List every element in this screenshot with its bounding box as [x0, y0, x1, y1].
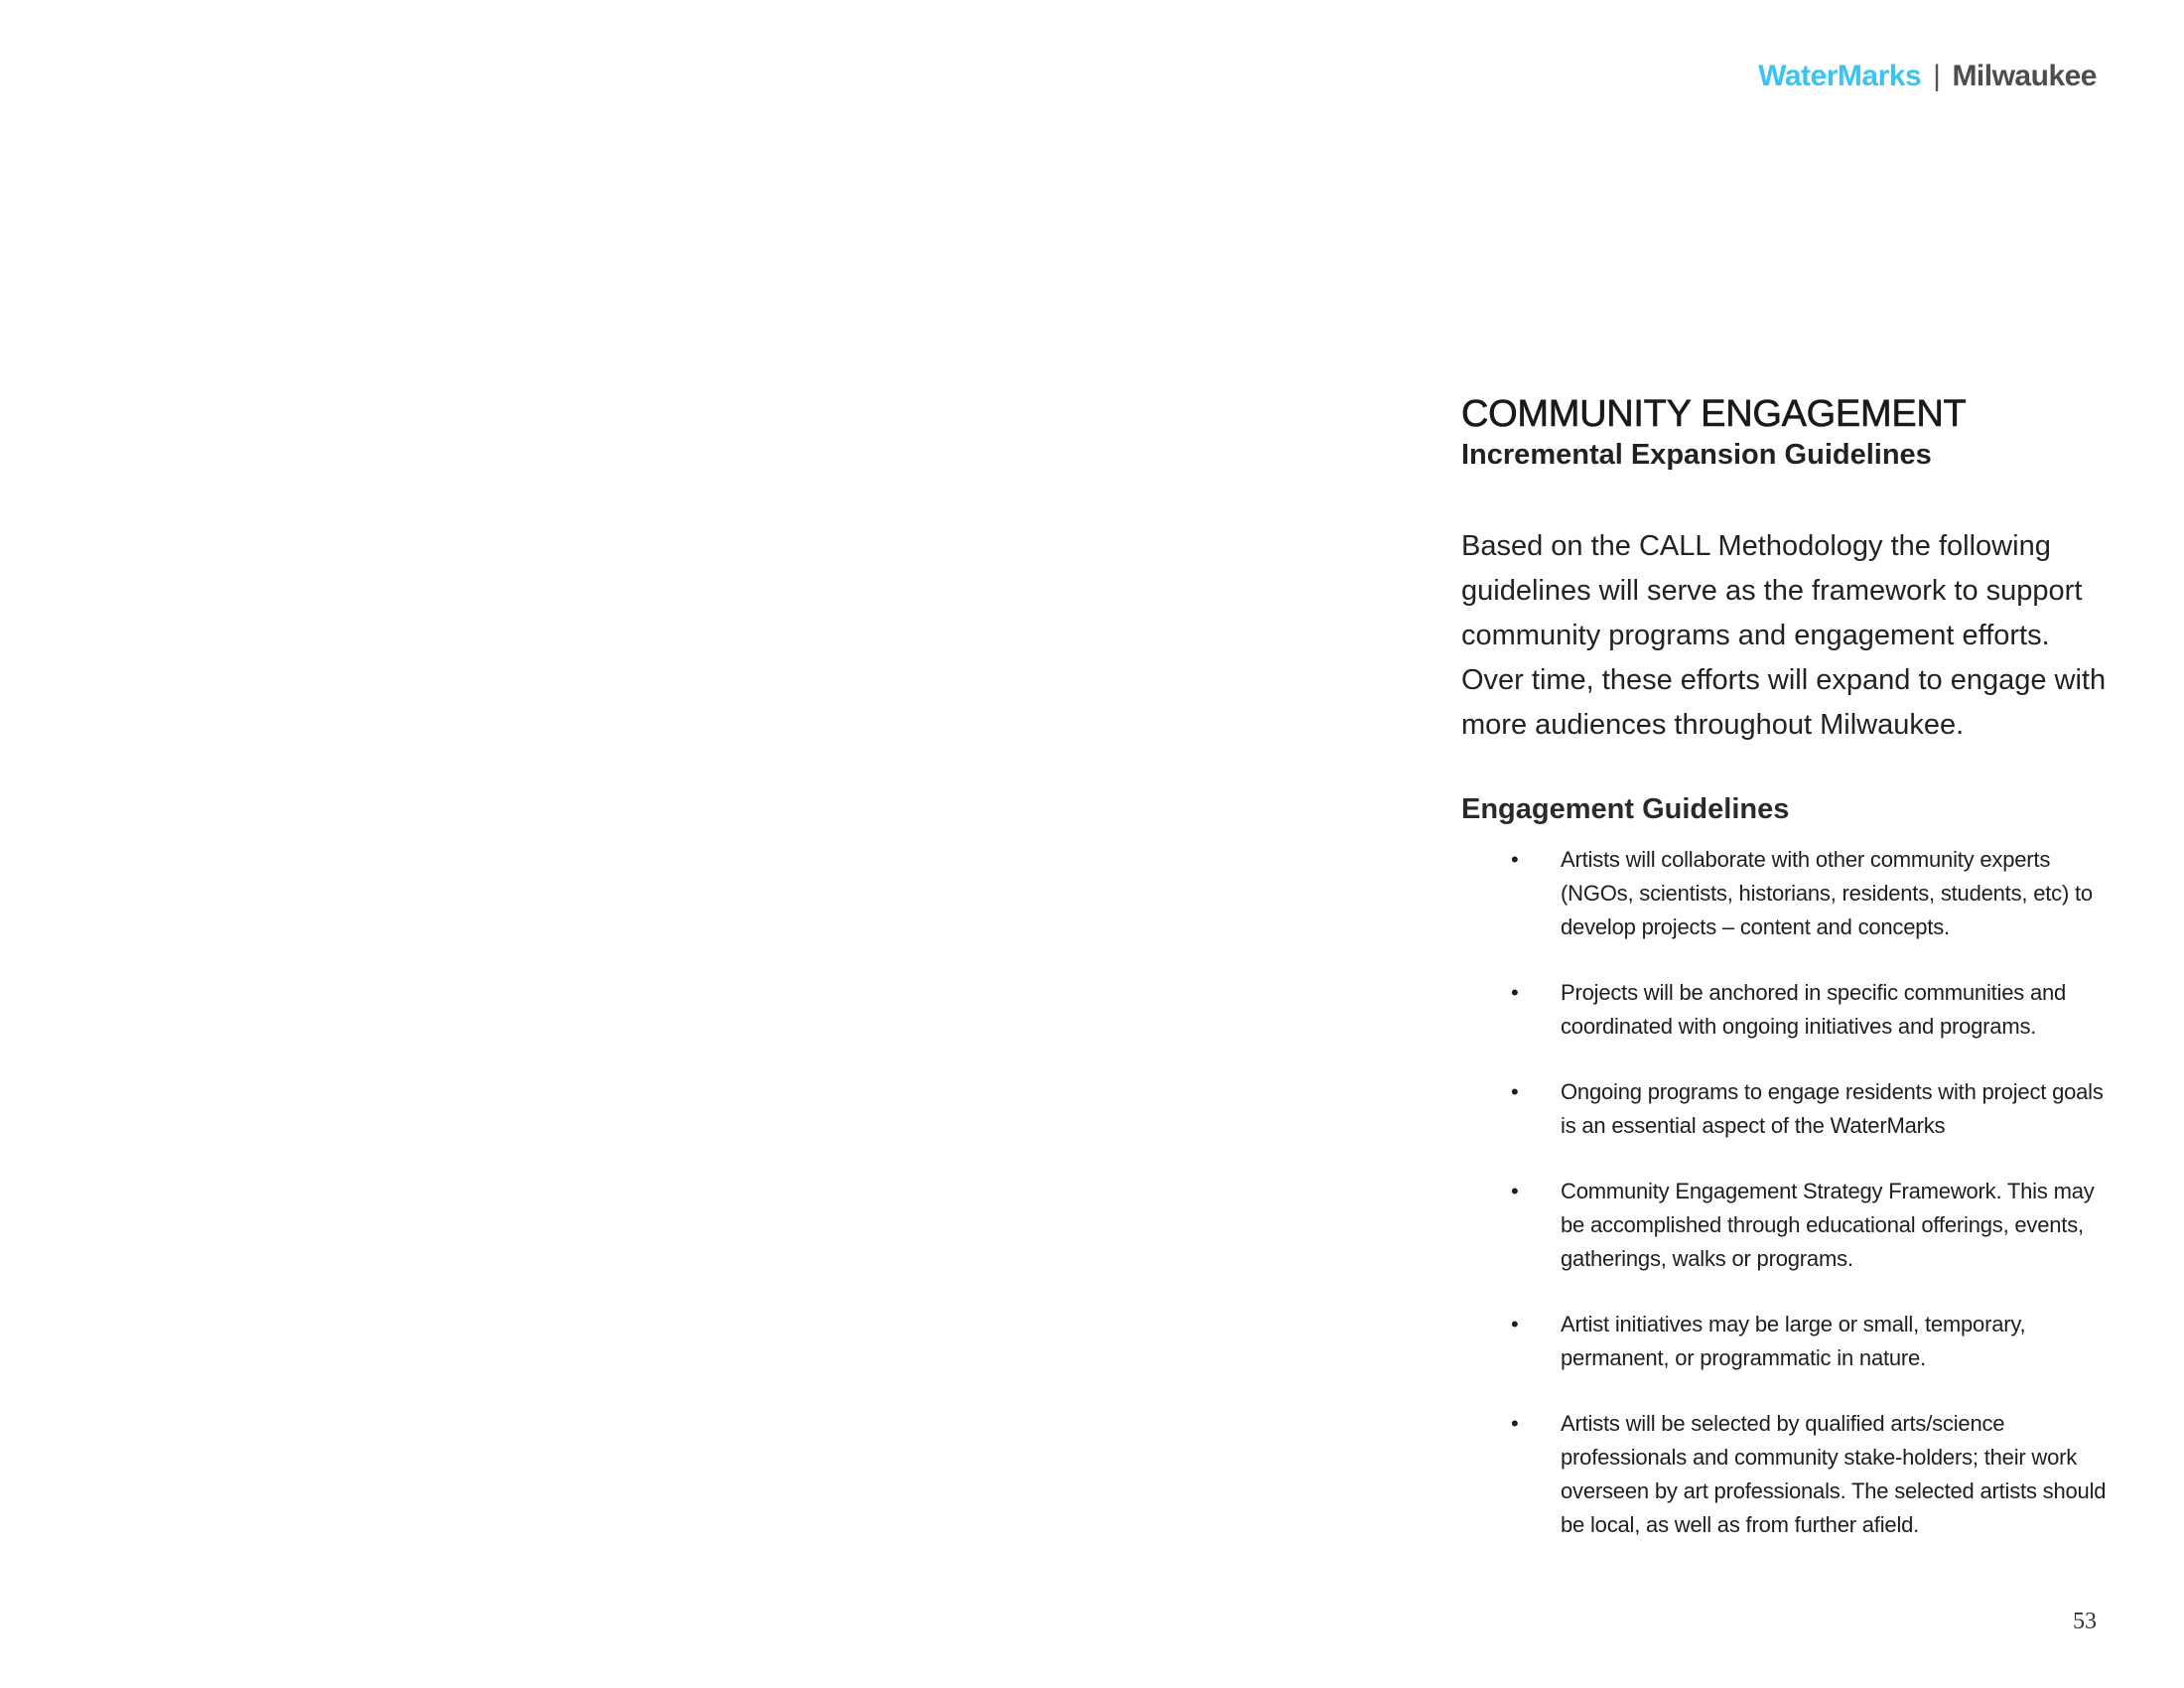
- list-item-text: Artists will collaborate with other community experts (NGOs, scientists, historians, residents, students, etc) to develop projects – content and concepts.: [1561, 847, 2093, 939]
- content-column: [1461, 391, 2116, 1574]
- bullet-icon: •: [1511, 847, 1519, 872]
- list-item-text: Projects will be anchored in specific communities and coordinated with ongoing initiatives and programs.: [1561, 980, 2067, 1039]
- bullet-icon: •: [1511, 1411, 1519, 1436]
- list-item: [1461, 1407, 2116, 1542]
- bullet-icon: •: [1511, 1179, 1519, 1203]
- page-subtitle: Incremental Expansion Guidelines: [1461, 439, 1932, 471]
- brand-name: WaterMarks: [1758, 60, 1922, 92]
- list-item: [1461, 1075, 2116, 1143]
- guidelines-heading: Engagement Guidelines: [1461, 793, 1790, 825]
- intro-paragraph: [1461, 524, 2116, 748]
- running-header: [1758, 60, 2097, 93]
- intro-line: community programs and engagement efforts.: [1461, 620, 2050, 651]
- bullet-icon: •: [1511, 1312, 1519, 1336]
- intro-line: Based on the CALL Methodology the following: [1461, 530, 2051, 562]
- list-item: [1461, 1308, 2116, 1375]
- list-item-text: Ongoing programs to engage residents with project goals is an essential aspect of the WaterMarks: [1561, 1079, 2104, 1138]
- header-separator: |: [1933, 60, 1941, 92]
- list-item-text: Artist initiatives may be large or small, temporary, permanent, or programmatic in nature.: [1561, 1312, 2026, 1370]
- list-item: [1461, 843, 2116, 944]
- bullet-icon: •: [1511, 980, 1519, 1005]
- bullet-icon: •: [1511, 1079, 1519, 1104]
- intro-line: Over time, these efforts will expand to engage with: [1461, 664, 2107, 696]
- city-name: Milwaukee: [1952, 60, 2097, 92]
- list-item: [1461, 976, 2116, 1044]
- list-item-text: Community Engagement Strategy Framework. This may be accomplished through educational offerings, events, gatherings, walks or programs.: [1561, 1179, 2095, 1271]
- intro-line: more audiences throughout Milwaukee.: [1461, 709, 1965, 741]
- intro-line: guidelines will serve as the framework to support: [1461, 575, 2083, 607]
- guidelines-list: [1461, 843, 2116, 1542]
- page-title: COMMUNITY ENGAGEMENT: [1461, 393, 1967, 435]
- page-number: 53: [2073, 1609, 2097, 1634]
- list-item-text: Artists will be selected by qualified arts/science professionals and community stake-holders; their work overseen by art professionals. The selected artists should be local, as well as from further afield.: [1561, 1411, 2107, 1537]
- list-item: [1461, 1175, 2116, 1276]
